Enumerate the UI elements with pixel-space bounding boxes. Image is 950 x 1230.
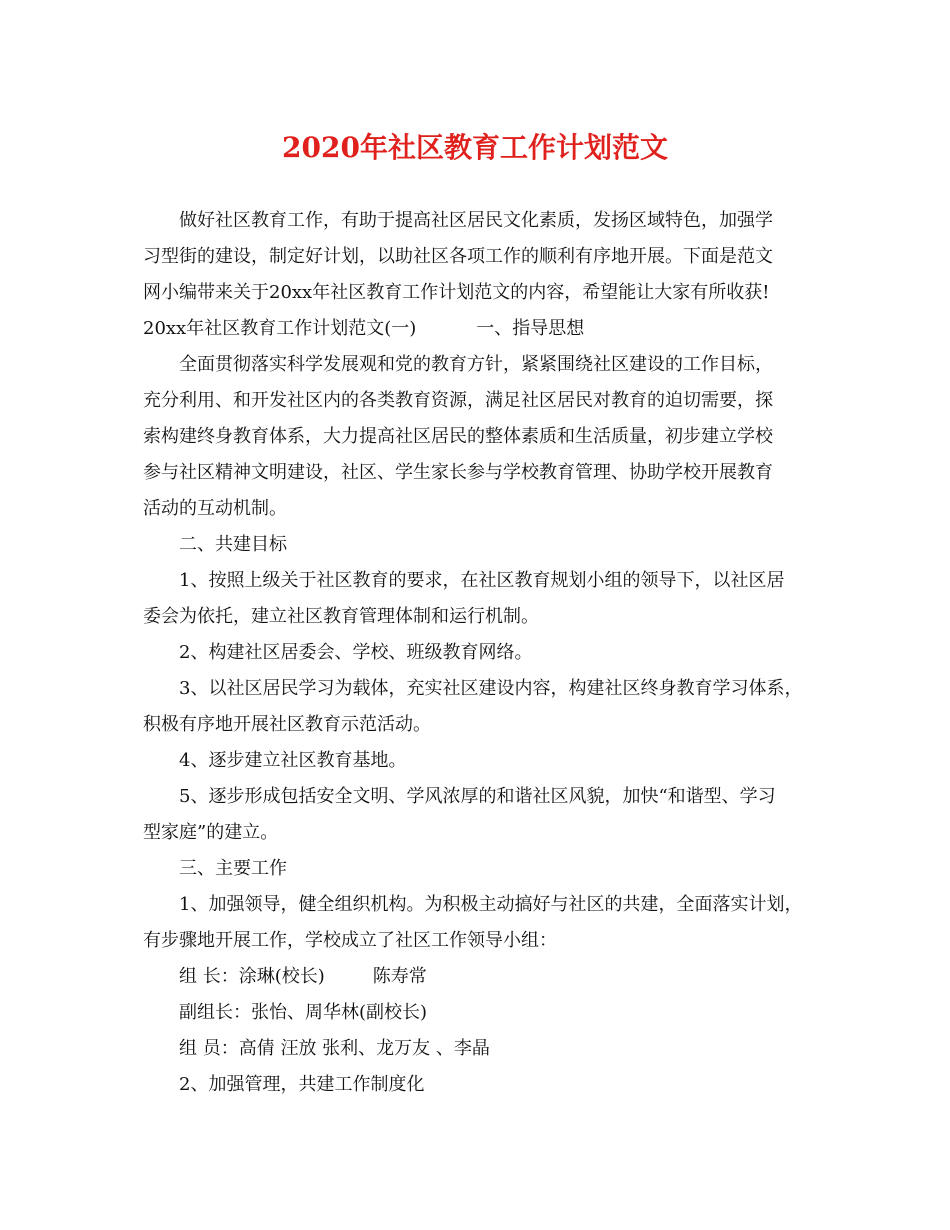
group-leader-second: 陈寿常 — [372, 966, 427, 987]
section-heading-guiding-ideology: 一、指导思想 — [476, 318, 585, 339]
section-heading-sample: 20xx年社区教育工作计划范文(一) — [143, 318, 417, 339]
paragraph-line: 做好社区教育工作，有助于提高社区居民文化素质，发扬区域特色，加强学 — [179, 210, 773, 231]
document-body — [143, 203, 813, 1103]
paragraph-line: 委会为依托，建立社区教育管理体制和运行机制。 — [143, 606, 539, 627]
paragraph-line: 充分利用、和开发社区内的各类教育资源，满足社区居民对教育的迫切需要，探 — [143, 390, 773, 411]
paragraph-line: 型家庭”的建立。 — [143, 822, 279, 843]
document-title: 2020年社区教育工作计划范文 — [282, 131, 668, 164]
paragraph-line: 5、逐步形成包括安全文明、学风浓厚的和谐社区风貌，加快“和谐型、学习 — [179, 786, 776, 807]
paragraph-line: 2、构建社区居委会、学校、班级教育网络。 — [179, 642, 533, 663]
section-heading-main-work: 三、主要工作 — [179, 858, 287, 879]
paragraph-line: 全面贯彻落实科学发展观和党的教育方针，紧紧围绕社区建设的工作目标， — [179, 354, 773, 375]
paragraph-line: 副组长：张怡、周华林(副校长) — [179, 1002, 428, 1023]
paragraph-line: 有步骤地开展工作，学校成立了社区工作领导小组： — [143, 930, 557, 951]
paragraph-line: 4、逐步建立社区教育基地。 — [179, 750, 407, 771]
paragraph-line: 2、加强管理，共建工作制度化 — [179, 1074, 425, 1095]
paragraph-line: 3、以社区居民学习为载体，充实社区建设内容，构建社区终身教育学习体系， — [179, 678, 803, 699]
paragraph-line: 组 员：高倩 汪放 张利、龙万友 、李晶 — [179, 1038, 490, 1059]
paragraph-line: 活动的互动机制。 — [143, 498, 287, 519]
paragraph-line: 网小编带来关于20xx年社区教育工作计划范文的内容，希望能让大家有所收获! — [143, 282, 770, 303]
paragraph-line: 习型街的建设，制定好计划，以助社区各项工作的顺利有序地开展。下面是范文 — [143, 246, 773, 267]
paragraph-line: 索构建终身教育体系，大力提高社区居民的整体素质和生活质量，初步建立学校 — [143, 426, 773, 447]
paragraph-line — [143, 959, 813, 995]
group-leader: 组 长：涂琳(校长) — [179, 966, 325, 987]
paragraph-line — [143, 311, 813, 347]
section-heading-goals: 二、共建目标 — [179, 534, 287, 555]
paragraph-line: 1、加强领导，健全组织机构。为积极主动搞好与社区的共建，全面落实计划， — [179, 894, 803, 915]
paragraph-line: 参与社区精神文明建设，社区、学生家长参与学校教育管理、协助学校开展教育 — [143, 462, 773, 483]
paragraph-line: 1、按照上级关于社区教育的要求，在社区教育规划小组的领导下，以社区居 — [179, 570, 785, 591]
paragraph-line: 积极有序地开展社区教育示范活动。 — [143, 714, 431, 735]
